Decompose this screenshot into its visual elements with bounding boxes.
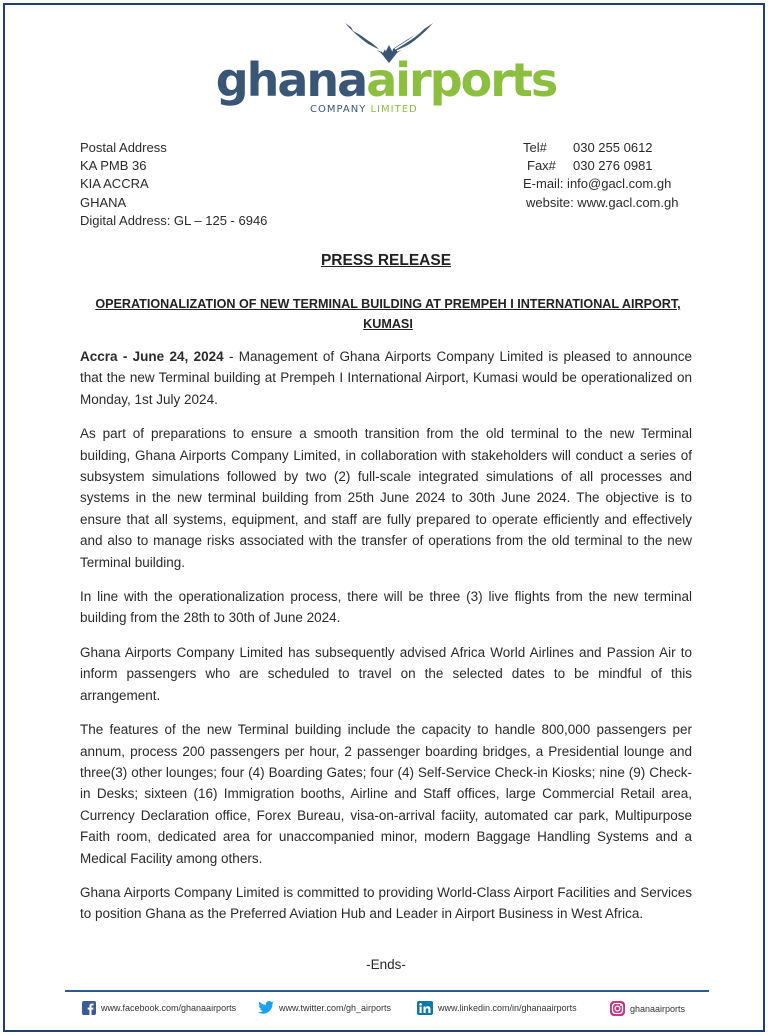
fax-label: Fax# [527, 158, 556, 174]
paragraph-1-text: - Management of Ghana Airports Company Limited is pleased to announce that the new Terminal building at Prempeh I International Airport, Kumasi would be operationalized on Monday, 1st July 2024. [80, 349, 692, 407]
logo-sub-company: COMPANY [310, 104, 371, 115]
facebook-icon [82, 1001, 96, 1015]
twitter-icon [258, 1001, 274, 1014]
linkedin-link[interactable]: www.linkedin.com/in/ghanaairports [438, 1003, 577, 1013]
twitter-link[interactable]: www.twitter.com/gh_airports [279, 1002, 392, 1013]
ends-marker: -Ends- [366, 957, 406, 972]
tel-label: Tel# [523, 140, 547, 155]
footer-instagram[interactable] [610, 1001, 685, 1016]
footer-social [80, 1001, 700, 1023]
paragraph-4: Ghana Airports Company Limited has subsequently advised Africa World Airlines and Passion Air to inform passengers who are scheduled to travel on the selected dates to be mindful of this arrangement. [80, 644, 692, 703]
instagram-icon [610, 1001, 625, 1016]
postal-line: KA PMB 36 [80, 158, 147, 174]
paragraph-3: In line with the operationalization process, there will be three (3) live flights from the new terminal building from the 28th to 30th of June 2024. [80, 589, 692, 626]
linkedin-icon [417, 1001, 433, 1015]
postal-line: KIA ACCRA [80, 176, 149, 192]
document-page [3, 3, 765, 1032]
instagram-link[interactable]: ghanaairports [630, 1003, 686, 1014]
paragraph-1 [80, 346, 692, 410]
logo-sub-limited: LIMITED [370, 104, 418, 115]
postal-line: GHANA [80, 194, 127, 210]
paragraph-5: The features of the new Terminal building include the capacity to handle 800,000 passengers per annum, process 200 passengers per hour, 2 passenger boarding bridges, a Presidential lounge and three(3) other lounges; four (4) Boarding Gates; four (4) Self-Service Check-in Kiosks; nine (9) Check-in Desks; sixteen (16) Immigration booths, Airline and Staff offices, large Commercial Retail area, Currency Declaration office, Forex Bureau, visa-on-arrival faciity, automated car park, Multipurpose Faith room, dedicated area for unaccompanied minor, modern Baggage Handling Systems and a Medical Facility among others. [80, 722, 692, 866]
fax-value: 030 276 0981 [573, 158, 653, 174]
paragraph-2: As part of preparations to ensure a smooth transition from the old terminal to the new Terminal building, Ghana Airports Company Limited, in collaboration with stakeholders will conduct a series of subsystem simulations followed by two (2) full-scale integrated simulations of all processes and systems in the new terminal building from 25th June 2024 to 30th June 2024. The objective is to ensure that all systems, equipment, and staff are fully prepared to operate efficiently and effectively and also to manage risks associated with the transfer of operations from the old terminal to the new Terminal building. [80, 426, 692, 570]
press-release-title: PRESS RELEASE [320, 252, 452, 269]
website-line: website: www.gacl.com.gh [526, 194, 679, 210]
footer-facebook[interactable] [82, 1001, 236, 1015]
footer-linkedin[interactable] [417, 1001, 577, 1015]
postal-line: Digital Address: GL – 125 - 6946 [80, 212, 268, 228]
logo-word-ghana: ghana [215, 53, 367, 107]
fax-row [523, 157, 678, 175]
tel-row [523, 139, 678, 157]
footer-divider [65, 990, 709, 992]
logo-subtitle [310, 104, 418, 115]
email-line: E-mail: info@gacl.com.gh [523, 176, 672, 192]
headline: OPERATIONALIZATION OF NEW TERMINAL BUILDING AT PREMPEH I INTERNATIONAL AIRPORT, KUMASI [95, 297, 681, 331]
logo-wordmark [5, 53, 767, 107]
tel-value: 030 255 0612 [573, 140, 653, 155]
facebook-link[interactable]: www.facebook.com/ghanaairports [101, 1003, 237, 1013]
dateline: Accra - June 24, 2024 [80, 349, 224, 364]
postal-line: Postal Address [80, 140, 167, 155]
postal-address [80, 139, 267, 230]
footer-twitter[interactable] [258, 1001, 391, 1014]
contact-info [523, 139, 678, 212]
body-text [80, 346, 692, 938]
logo-word-airports: airports [366, 53, 557, 107]
paragraph-6: Ghana Airports Company Limited is committed to providing World-Class Airport Facilities and Services to position Ghana as the Preferred Aviation Hub and Leader in Airport Business in West Africa. [80, 884, 692, 922]
company-logo [5, 19, 767, 119]
